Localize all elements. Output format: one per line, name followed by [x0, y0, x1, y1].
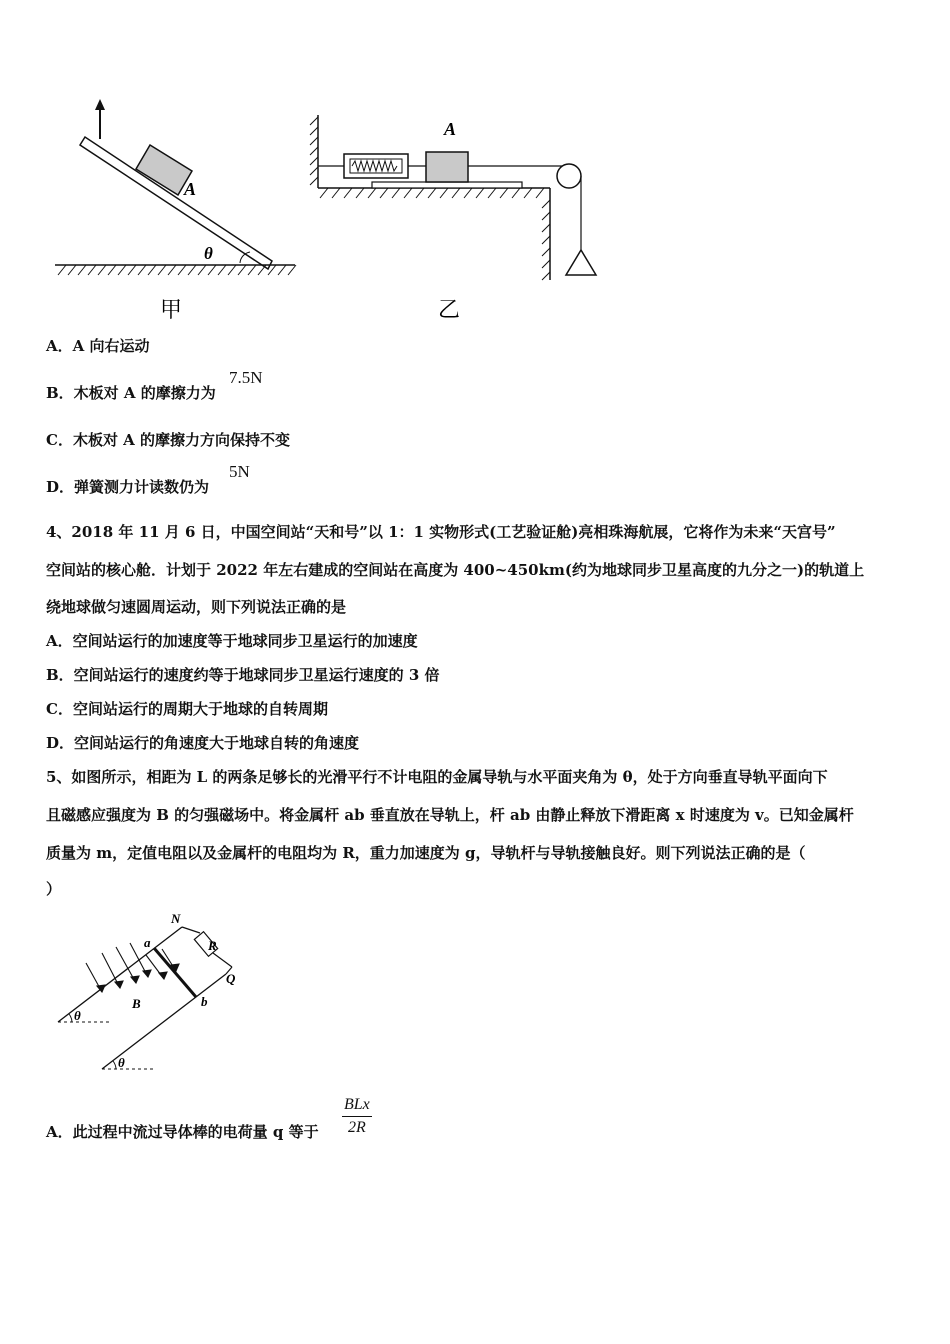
- q3-option-a: A．A 向右运动: [46, 337, 150, 355]
- q3-option-c: C．木板对 A 的摩擦力方向保持不变: [46, 431, 291, 449]
- figure-yi: [300, 110, 620, 325]
- q5-option-a-fraction: [342, 1096, 372, 1137]
- q5-stem-line-1: 5、如图所示，相距为 L 的两条足够长的光滑平行不计电阻的金属导轨与水平面夹角为 θ，处于方向垂直导轨平面向下: [46, 768, 828, 786]
- jia-angle-label: θ: [204, 244, 213, 263]
- q5-label-N: N: [171, 911, 181, 926]
- q5-fraction-denominator: 2R: [348, 1119, 366, 1136]
- figure-q5-rails: [50, 905, 270, 1080]
- q3-option-b-value: 7.5N: [229, 368, 263, 387]
- yi-caption: 乙: [438, 297, 461, 322]
- q5-stem-line-4: ）: [46, 880, 62, 898]
- q5-fraction-numerator: BLx: [342, 1096, 372, 1117]
- q3-option-d-value: 5N: [229, 462, 250, 481]
- q4-stem-line-1: 4、2018 年 11 月 6 日，中国空间站“天和号”以 1：1 实物形式(工艺验证舱)亮相珠海航展，它将作为未来“天宫号”: [46, 523, 836, 541]
- q5-label-Q: Q: [226, 971, 236, 986]
- jia-block-label: A: [184, 179, 197, 199]
- q3-option-b: B．木板对 A 的摩擦力为: [46, 384, 216, 402]
- figure-jia: [50, 95, 300, 325]
- q4-stem-line-3: 绕地球做匀速圆周运动，则下列说法正确的是: [46, 598, 347, 616]
- q5-option-a: A．此过程中流过导体棒的电荷量 q 等于: [46, 1123, 319, 1141]
- q4-option-d: D．空间站运行的角速度大于地球自转的角速度: [46, 734, 360, 752]
- q5-label-R: R: [208, 938, 217, 953]
- q5-angle-top: θ: [74, 1008, 81, 1023]
- q4-option-a: A．空间站运行的加速度等于地球同步卫星运行的加速度: [46, 632, 418, 650]
- q3-option-d: D．弹簧测力计读数仍为: [46, 478, 210, 496]
- q5-angle-bottom: θ: [118, 1055, 125, 1070]
- yi-block-label: A: [444, 119, 457, 139]
- q5-stem-line-2: 且磁感应强度为 B 的匀强磁场中。将金属杆 ab 垂直放在导轨上，杆 ab 由静止释放下滑距离 x 时速度为 v。已知金属杆: [46, 806, 854, 824]
- q4-option-b: B．空间站运行的速度约等于地球同步卫星运行速度的 3 倍: [46, 666, 440, 684]
- q5-stem-line-3: 质量为 m，定值电阻以及金属杆的电阻均为 R，重力加速度为 g，导轨杆与导轨接触良好。则下列说法正确的是（: [46, 844, 806, 862]
- q5-label-a: a: [144, 935, 151, 950]
- jia-caption: 甲: [160, 297, 183, 322]
- q4-option-c: C．空间站运行的周期大于地球的自转周期: [46, 700, 328, 718]
- q4-stem-line-2: 空间站的核心舱．计划于 2022 年左右建成的空间站在高度为 400~450km(约为地球同步卫星高度的九分之一)的轨道上: [46, 561, 865, 579]
- q5-label-B: B: [132, 996, 141, 1011]
- q5-label-b: b: [201, 994, 208, 1009]
